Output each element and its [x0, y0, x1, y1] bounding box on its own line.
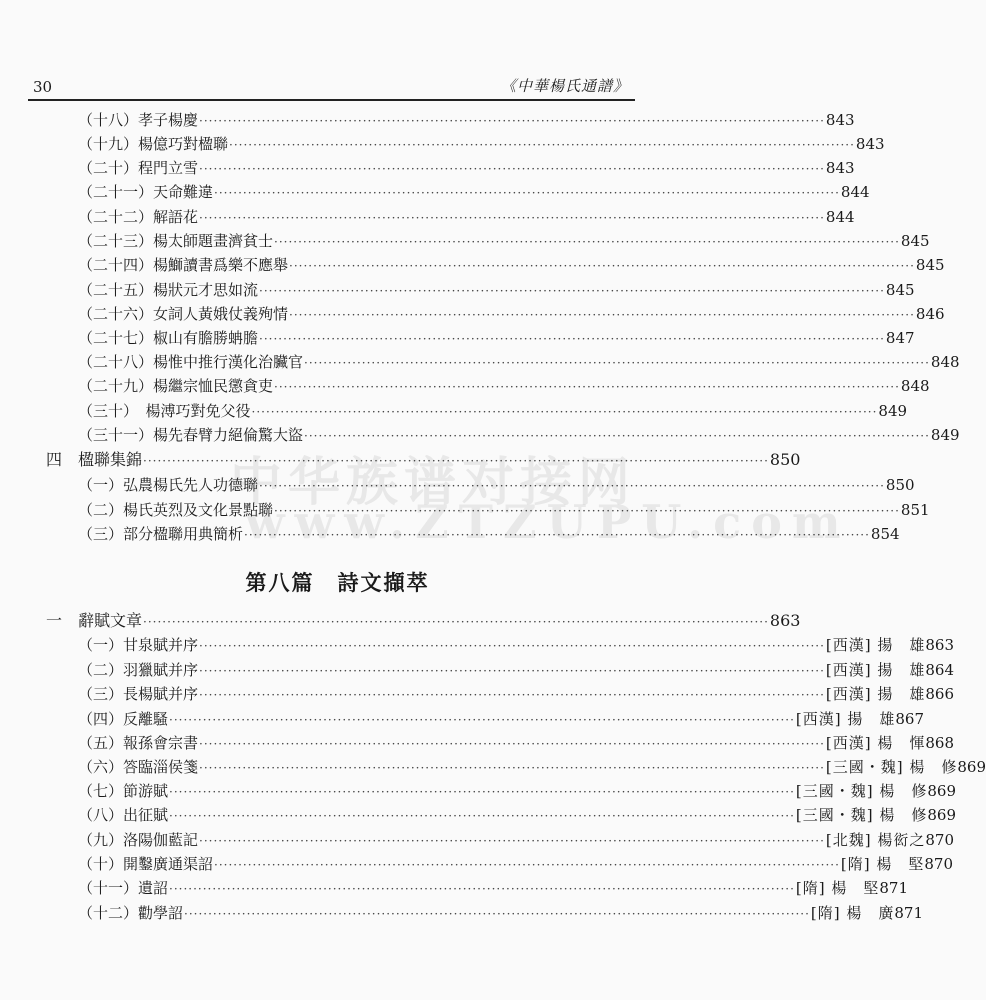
page-number: 30: [33, 78, 53, 96]
toc-entry: （九）洛陽伽藍記 ····· [北魏] 楊衒之 870: [78, 831, 598, 850]
toc-entry: （二）羽獵賦并序 ····· [西漢] 揚 雄 864: [78, 661, 598, 680]
toc-entry: （二十三）楊太師題畫濟貧士 ····· 845: [78, 232, 598, 251]
toc-entry: （六）答臨淄侯箋 ····· [三國・魏] 楊 修 869: [78, 758, 598, 777]
toc-entry: （七）節游賦 ····· [三國・魏] 楊 修 869: [78, 782, 598, 801]
toc-entry: （十二）勸學詔 ····· [隋] 楊 廣 871: [78, 904, 598, 923]
toc-section: 一 辭賦文章 ····· 863: [46, 612, 598, 631]
toc-entry: （二）楊氏英烈及文化景點聯 ····· 851: [78, 501, 598, 520]
toc-entry: （二十一）天命難違 ····· 844: [78, 183, 598, 202]
watermark-url: www.ZTZUPU.com: [245, 495, 851, 549]
toc-entry: （二十二）解語花 ····· 844: [78, 208, 598, 227]
toc-entry: （三十） 楊溥巧對免父役 ····· 849: [78, 402, 598, 421]
toc-entry: （二十四）楊鰤讀書爲樂不應舉 ····· 845: [78, 256, 598, 275]
toc-entry: （一）甘泉賦并序 ····· [西漢] 揚 雄 863: [78, 636, 598, 655]
toc-entry: （十）開鑿廣通渠詔 ····· [隋] 楊 堅 870: [78, 855, 598, 874]
toc-entry: （三）部分楹聯用典簡析 ····· 854: [78, 525, 598, 544]
book-title: 《中華楊氏通譜》: [500, 77, 629, 95]
toc-entry: （四）反離騷 ····· [西漢] 揚 雄 867: [78, 710, 598, 729]
toc-entry: （十八）孝子楊慶 ····· 843: [78, 111, 598, 130]
toc-entry: （十九）楊億巧對楹聯 ····· 843: [78, 135, 598, 154]
toc-entry: （三）長楊賦并序 ····· [西漢] 揚 雄 866: [78, 685, 598, 704]
watermark-chinese: 中华族谱对接网: [230, 452, 637, 513]
toc-entry: （八）出征賦 ····· [三國・魏] 楊 修 869: [78, 806, 598, 825]
toc-section: 四 楹聯集錦 ····· 850: [46, 451, 598, 470]
toc-entry: （二十）程門立雪 ····· 843: [78, 159, 598, 178]
toc-entry: （三十一）楊先春臂力絕倫驚大盜 ····· 849: [78, 426, 598, 445]
header-rule: [28, 99, 635, 101]
toc-entry: （十一）遺詔 ····· [隋] 楊 堅 871: [78, 879, 598, 898]
toc-entry: （二十八）楊惟中推行漢化治臟官 ····· 848: [78, 353, 598, 372]
toc-entry: （五）報孫會宗書 ····· [西漢] 楊 惲 868: [78, 734, 598, 753]
part-title: 第八篇 詩文擷萃: [245, 570, 430, 595]
toc-entry: （二十七）椒山有膽勝蚺膽 ····· 847: [78, 329, 598, 348]
toc-entry: （二十六）女詞人黃娥仗義殉情 ····· 846: [78, 305, 598, 324]
toc-entry: （二十九）楊繼宗恤民懲貪吏 ····· 848: [78, 377, 598, 396]
toc-entry: （二十五）楊狀元才思如流 ····· 845: [78, 281, 598, 300]
toc-entry: （一）弘農楊氏先人功德聯 ····· 850: [78, 476, 598, 495]
